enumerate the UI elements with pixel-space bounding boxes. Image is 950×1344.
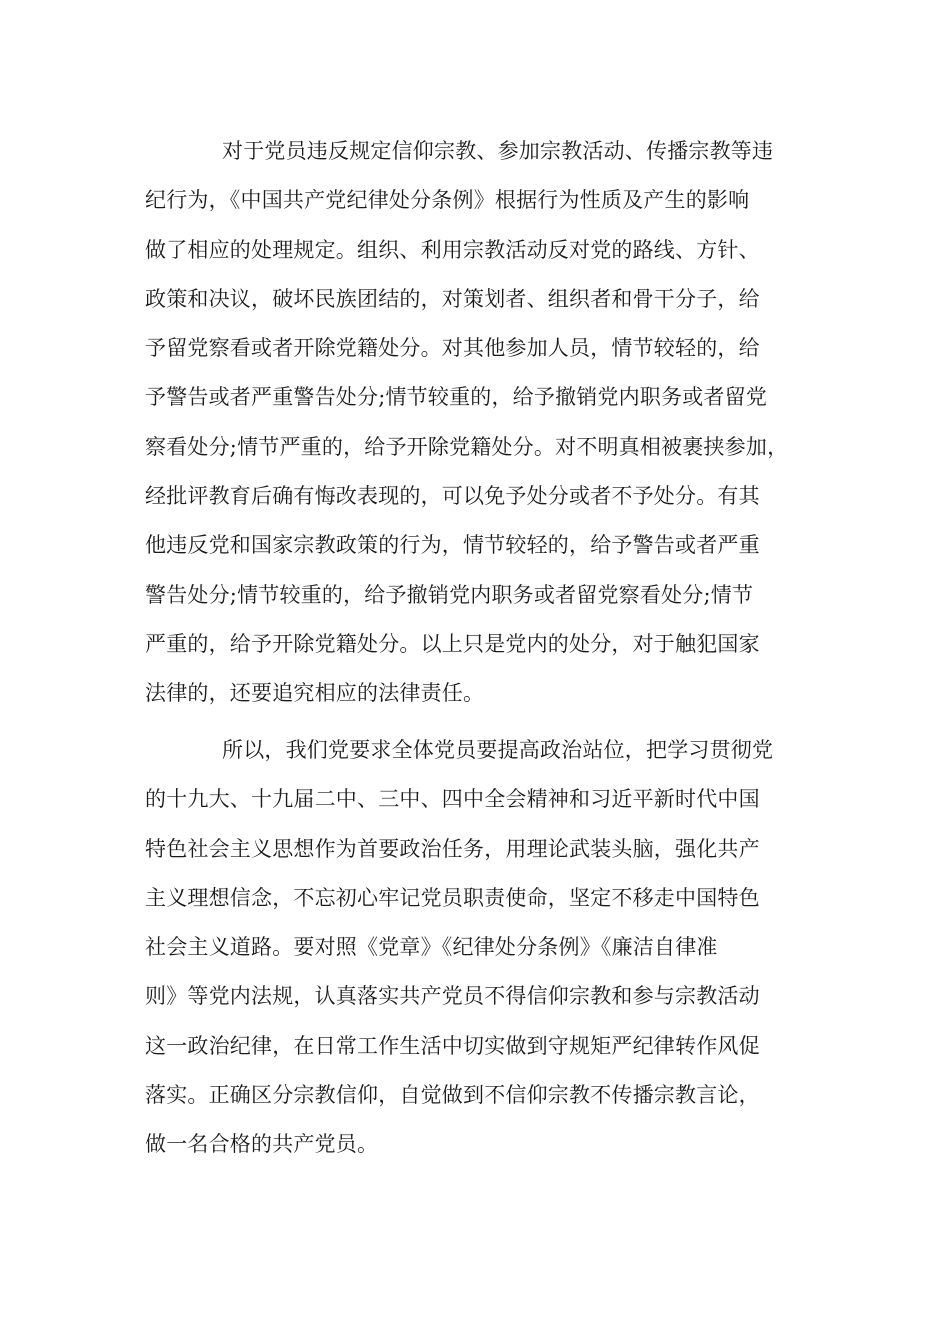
text-line: 法律的，还要追究相应的法律责任。 <box>145 681 485 706</box>
text-line: 特色社会主义思想作为首要政治任务，用理论武装头脑，强化共产 <box>145 836 760 861</box>
text-line: 严重的，给予开除党籍处分。以上只是党内的处分，对于触犯国家 <box>145 631 760 656</box>
text-line: 落实。正确区分宗教信仰，自觉做到不信仰宗教不传播宗教言论， <box>145 1083 760 1108</box>
text-line: 所以，我们党要求全体党员要提高政治站位，把学习贯彻党 <box>222 738 774 762</box>
paragraph-discipline-rules <box>145 127 825 719</box>
text-line: 予警告或者严重警告处分;情节较重的，给予撤销党内职务或者留党 <box>145 385 768 410</box>
text-line: 这一政治纪律，在日常工作生活中切实做到守规矩严纪律转作风促 <box>145 1033 760 1058</box>
text-line: 政策和决议，破坏民族团结的，对策划者、组织者和骨干分子，给 <box>145 286 760 311</box>
text-line: 他违反党和国家宗教政策的行为，情节较轻的，给予警告或者严重 <box>145 533 760 558</box>
text-line: 做一名合格的共产党员。 <box>145 1132 379 1157</box>
text-line: 察看处分;情节严重的，给予开除党籍处分。对不明真相被裹挟参加， <box>145 434 789 459</box>
text-line: 则》等党内法规，认真落实共产党员不得信仰宗教和参与宗教活动 <box>145 984 760 1009</box>
text-line: 主义理想信念，不忘初心牢记党员职责使命，坚定不移走中国特色 <box>145 885 760 910</box>
text-line: 经批评教育后确有悔改表现的，可以免予处分或者不予处分。有其 <box>145 484 760 509</box>
text-line: 做了相应的处理规定。组织、利用宗教活动反对党的路线、方针、 <box>145 237 760 262</box>
text-line: 的十九大、十九届二中、三中、四中全会精神和习近平新时代中国 <box>145 787 760 812</box>
text-line: 社会主义道路。要对照《党章》《纪律处分条例》《廉洁自律准 <box>145 935 718 960</box>
text-line: 纪行为，《中国共产党纪律处分条例》根据行为性质及产生的影响 <box>145 188 750 213</box>
paragraph-party-requirements <box>145 726 825 1170</box>
text-line: 对于党员违反规定信仰宗教、参加宗教活动、传播宗教等违 <box>222 139 774 163</box>
text-line: 予留党察看或者开除党籍处分。对其他参加人员，情节较轻的，给 <box>145 336 760 361</box>
text-line: 警告处分;情节较重的，给予撤销党内职务或者留党察看处分;情节 <box>145 582 754 607</box>
